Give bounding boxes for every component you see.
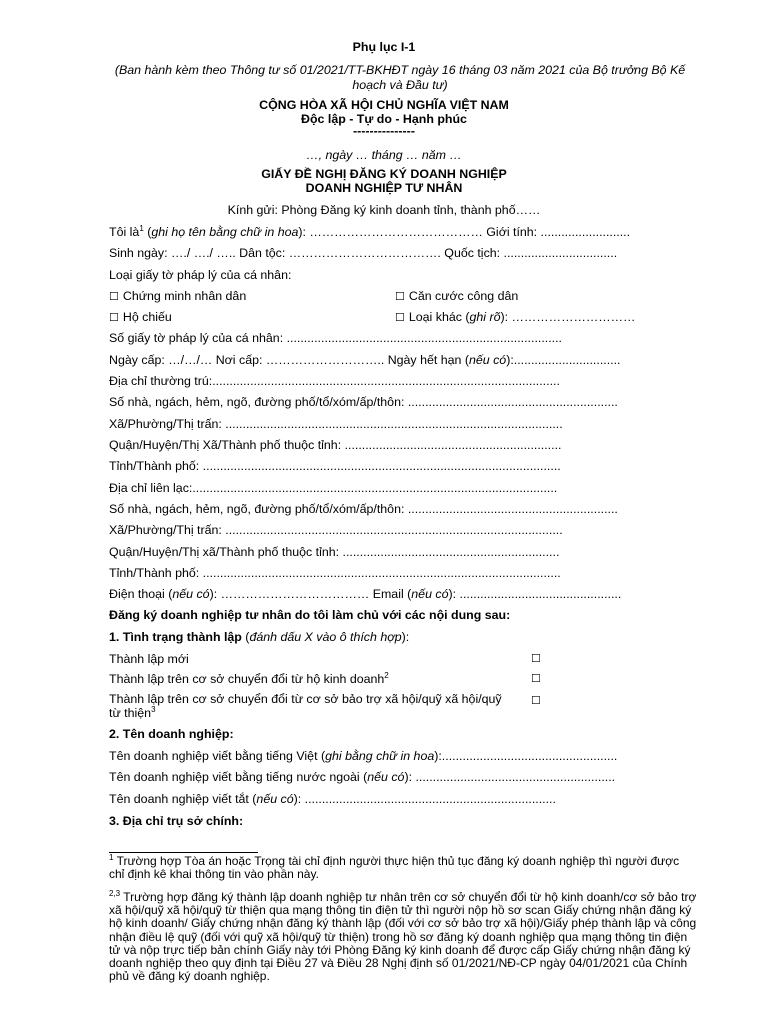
appendix-label: Phụ lục I-1 — [352, 40, 416, 54]
date-line: …, ngày … tháng … năm … — [306, 148, 462, 162]
checkbox[interactable]: ☐ — [109, 291, 119, 303]
option-cmnd[interactable]: ☐ Chứng minh nhân dân — [109, 289, 247, 303]
addressee: Kính gửi: Phòng Đăng ký kinh doanh tỉnh, thành phố…… — [227, 203, 541, 217]
checkbox[interactable]: ☐ — [395, 291, 405, 303]
option-other[interactable]: ☐ Loại khác (ghi rõ): ………………………… — [395, 310, 636, 324]
id-type-label: Loại giấy tờ pháp lý của cá nhân: — [109, 268, 292, 282]
form-title-line-2: DOANH NGHIỆP TƯ NHÂN — [305, 181, 463, 195]
permanent-province-field: Tỉnh/Thành phố: ........................................................................................................ — [109, 459, 561, 473]
footnote-divider — [109, 852, 258, 853]
option-passport[interactable]: ☐ Hộ chiếu — [109, 310, 172, 324]
birth-ethnicity-nationality-field: Sinh ngày: …./ …./ ….. Dân tộc: ………………………………. Quốc tịch: ................................. — [109, 246, 618, 260]
status-new-label: Thành lập mới — [109, 652, 189, 666]
contact-province-field: Tỉnh/Thành phố: ........................................................................................................ — [109, 566, 561, 580]
contact-ward-field: Xã/Phường/Thị trấn: .................................................................................................. — [109, 523, 563, 537]
section-2-heading: 2. Tên doanh nghiệp: — [109, 727, 234, 741]
status-fund-checkbox[interactable]: ☐ — [531, 695, 541, 707]
section-1-heading: 1. Tình trạng thành lập (đánh dấu X vào ô thích hợp): — [109, 630, 410, 644]
status-household-label: Thành lập trên cơ sở chuyển đổi từ hộ kinh doanh$^2$ — [109, 670, 389, 686]
footnote-2-3: $^{2,3}$ Trường hợp đăng ký thành lập doanh nghiệp tư nhân trên cơ sở chuyển đổi từ hộ kinh doanh/cơ sở bảo trợ xã hội/quỹ xã hội/quỹ từ thiện qua mạng thông tin điện tử thì người nộp hồ sơ scan Giấy chứng nhận đăng ký hộ kinh doanh/ Giấy chứng nhận đăng ký thành lập (đối với cơ sở bảo trợ xã hội)/Giấy phép thành lập và công nhận điều lệ quỹ (đối với quỹ xã hội/quỹ từ thiện) trong hồ sơ đăng ký doanh nghiệp qua mạng thông tin điện tử và nộp trực tiếp bản chính Giấy này tới Phòng Đăng ký kinh doanh để được cấp Giấy chứng nhận đăng ký doanh nghiệp theo quy định tại Điều 27 và Điều 28 Nghị định số 01/2021/NĐ-CP ngày 04/01/2021 của Chính phủ về đăng ký doanh nghiệp. — [109, 889, 697, 984]
national-motto: Độc lập - Tự do - Hạnh phúc — [301, 112, 467, 126]
status-household-checkbox[interactable]: ☐ — [531, 673, 541, 685]
permanent-ward-field: Xã/Phường/Thị trấn: .................................................................................................. — [109, 417, 563, 431]
issued-note: (Ban hành kèm theo Thông tư số 01/2021/TT-BKHĐT ngày 16 tháng 03 năm 2021 của Bộ trưởng Bộ Kế hoạch và Đầu tư) — [114, 63, 686, 92]
registration-intro: Đăng ký doanh nghiệp tư nhân do tôi làm chủ với các nội dung sau: — [109, 608, 511, 622]
option-cccd[interactable]: ☐ Căn cước công dân — [395, 289, 519, 303]
form-title-line-1: GIẤY ĐỀ NGHỊ ĐĂNG KÝ DOANH NGHIỆP — [261, 167, 507, 181]
footnote-ref-3: 3 — [151, 704, 156, 714]
checkbox[interactable]: ☐ — [395, 312, 405, 324]
permanent-street-field: Số nhà, ngách, hẻm, ngõ, đường phố/tổ/xóm/ấp/thôn: ............................................................. — [109, 395, 618, 409]
contact-address-label: Địa chỉ liên lạc:.......................................................................................................... — [109, 481, 558, 495]
phone-email-field: Điện thoại (nếu có): ……………………………… Email (nếu có): ............................................... — [109, 587, 622, 601]
header-divider: --------------- — [353, 124, 415, 138]
issue-date-field: Ngày cấp: …/…/… Nơi cấp: ……………………….. Ngày hết hạn (nếu có):............................... — [109, 353, 621, 367]
name-foreign-field: Tên doanh nghiệp viết bằng tiếng nước ngoài (nếu có): .......................................................... — [109, 770, 616, 784]
status-new-checkbox[interactable]: ☐ — [531, 653, 541, 665]
status-fund-label: Thành lập trên cơ sở chuyển đổi từ cơ sở bảo trợ xã hội/quỹ xã hội/quỹ từ thiện$^3$ — [109, 692, 502, 720]
contact-district-field: Quận/Huyện/Thị xã/Thành phố thuộc tỉnh: ............................................................... — [109, 545, 560, 559]
country-name: CỘNG HÒA XÃ HỘI CHỦ NGHĨA VIỆT NAM — [259, 98, 509, 112]
full-name-field: Tôi $là^1$ (ghi họ tên bằng chữ in hoa): …………………………………… Giới tính: .......................... — [109, 223, 631, 239]
contact-street-field: Số nhà, ngách, hẻm, ngõ, đường phố/tổ/xóm/ấp/thôn: ............................................................. — [109, 502, 618, 516]
name-abbreviation-field: Tên doanh nghiệp viết tắt (nếu có): ......................................................................... — [109, 792, 556, 806]
checkbox[interactable]: ☐ — [109, 312, 119, 324]
permanent-address-label: Địa chỉ thường trú:..................................................................................................... — [109, 374, 560, 388]
footnote-1: $^1$ Trường hợp Tòa án hoặc Trọng tài chỉ định người thực hiện thủ tục đăng ký doanh nghiệp thì người được chỉ định kê khai thông tin vào phần này. — [109, 853, 680, 882]
permanent-district-field: Quận/Huyện/Thị Xã/Thành phố thuộc tỉnh: ............................................................... — [109, 438, 562, 452]
id-number-field: Số giấy tờ pháp lý của cá nhân: ................................................................................ — [109, 331, 562, 345]
name-vietnamese-field: Tên doanh nghiệp viết bằng tiếng Việt (ghi bằng chữ in hoa):................................................... — [109, 749, 618, 763]
footnote-ref-2: 2 — [384, 670, 389, 680]
footnote-ref-1: 1 — [139, 223, 144, 233]
section-3-heading: 3. Địa chỉ trụ sở chính: — [109, 814, 244, 828]
